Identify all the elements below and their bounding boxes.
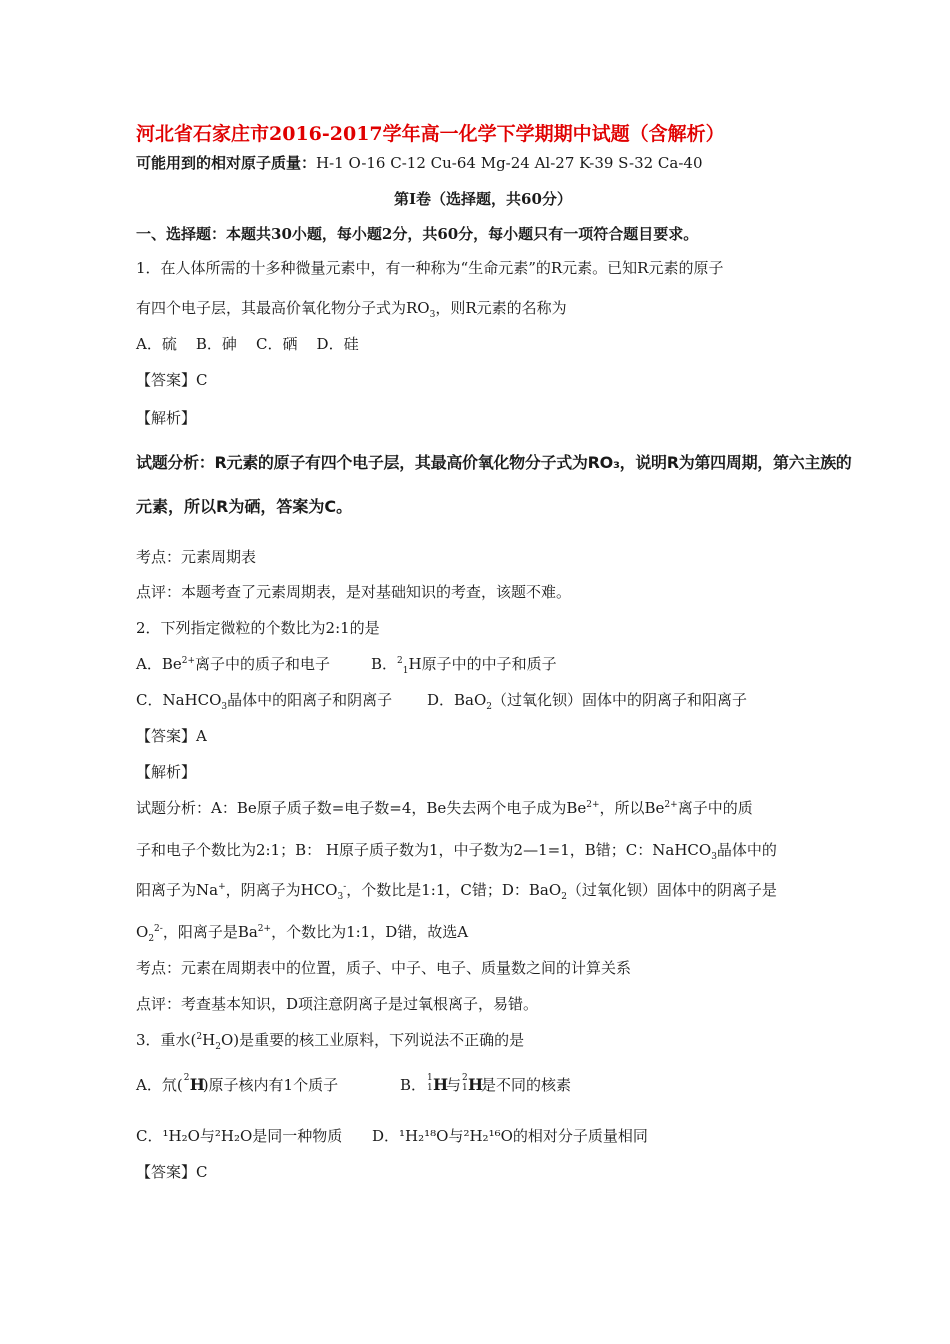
q3-option-a: A．氘( 2 H )原子核内有1个质子 [136, 1073, 339, 1094]
q2-analysis-line-4: $O_2^{2-}$，阳离子是$Ba^{2+}$，个数比为1:1，D错，故选A [136, 923, 469, 944]
q2-analysis-line-1: 试题分析：A：Be原子质子数=电子数=4，Be失去两个电子成为$Be^{2+}$，所以$Be^{2+}$离子中的质 [136, 799, 753, 817]
deuterium-symbol-b: 2 1 H [462, 1073, 484, 1094]
q3-answer: 【答案】C [136, 1163, 208, 1181]
atomic-masses-values: H-1 O-16 C-12 Cu-64 Mg-24 Al-27 K-39 S-32 Ca-40 [316, 154, 703, 172]
q2-kaodian: 考点：元素在周期表中的位置，质子、中子、电子、质量数之间的计算关系 [136, 959, 632, 977]
q2-option-c: C．NaHCO$_3$晶体中的阳离子和阴离子 [136, 691, 393, 712]
q1-kaodian: 考点：元素周期表 [136, 548, 257, 566]
atomic-masses-label: 可能用到的相对原子质量： [136, 154, 317, 172]
q2-analysis-line-2: 子和电子个数比为2:1；B： H原子质子数为1，中子数为2—1=1，B错；C：NaHCO$_3$晶体中的 [136, 841, 777, 862]
q1-stem-line-2: 有四个电子层，其最高价氧化物分子式为$RO_3$，则R元素的名称为 [136, 299, 567, 320]
q1-stem-line-1: 1．在人体所需的十多种微量元素中，有一种称为“生命元素”的R元素。已知R元素的原子 [136, 259, 724, 277]
q2-analysis-heading: 【解析】 [136, 763, 197, 781]
q2-dianping: 点评：考查基本知识，D项注意阴离子是过氧根离子，易错。 [136, 995, 539, 1013]
volume-heading: 第Ⅰ卷（选择题，共60分） [394, 190, 572, 208]
q2-option-b: B．$^2_1$H原子中的中子和质子 [371, 655, 557, 676]
q2-option-a: A．$Be^{2+}$离子中的质子和电子 [136, 655, 331, 673]
q2-option-d: D．BaO$_2$（过氧化钡）固体中的阴离子和阳离子 [427, 691, 748, 712]
q1-options: A．硫 B．砷 C．硒 D．硅 [136, 335, 359, 353]
page-title: 河北省石家庄市2016-2017学年高一化学下学期期中试题（含解析） [136, 123, 725, 145]
q2-analysis-line-3: 阳离子为Na+，阴离子为$HCO_3^-$，个数比是1:1，C错；D：BaO$_2$（过氧化钡）固体中的阴离子是 [136, 881, 777, 902]
section-heading: 一、选择题：本题共30小题，每小题2分，共60分，每小题只有一项符合题目要求。 [136, 225, 699, 243]
q1-analysis-line-2: 元素，所以R为硒，答案为C。 [136, 497, 353, 516]
q1-answer: 【答案】C [136, 371, 208, 389]
deuterium-symbol: 2 H [183, 1073, 205, 1094]
protium-symbol: 1 1 H [427, 1073, 449, 1094]
q3-option-c: C．¹H₂O与²H₂O是同一种物质 [136, 1127, 343, 1145]
q1-dianping: 点评：本题考查了元素周期表，是对基础知识的考查，该题不难。 [136, 583, 572, 601]
q1-analysis-heading: 【解析】 [136, 409, 197, 427]
q3-option-b: B． 1 1 H 与 2 1 H 是不同的核素 [400, 1073, 572, 1094]
q3-option-d: D．¹H₂¹⁸O与²H₂¹⁶O的相对分子质量相同 [372, 1127, 648, 1145]
q2-stem: 2．下列指定微粒的个数比为2:1的是 [136, 619, 380, 637]
atomic-masses-line [136, 153, 703, 173]
q2-answer: 【答案】A [136, 727, 207, 745]
q1-analysis-line-1: 试题分析：R元素的原子有四个电子层，其最高价氧化物分子式为RO₃，说明R为第四周期，第六主族的 [136, 453, 852, 472]
q3-stem: 3．重水$(^2H_2O)$是重要的核工业原料，下列说法不正确的是 [136, 1031, 525, 1052]
